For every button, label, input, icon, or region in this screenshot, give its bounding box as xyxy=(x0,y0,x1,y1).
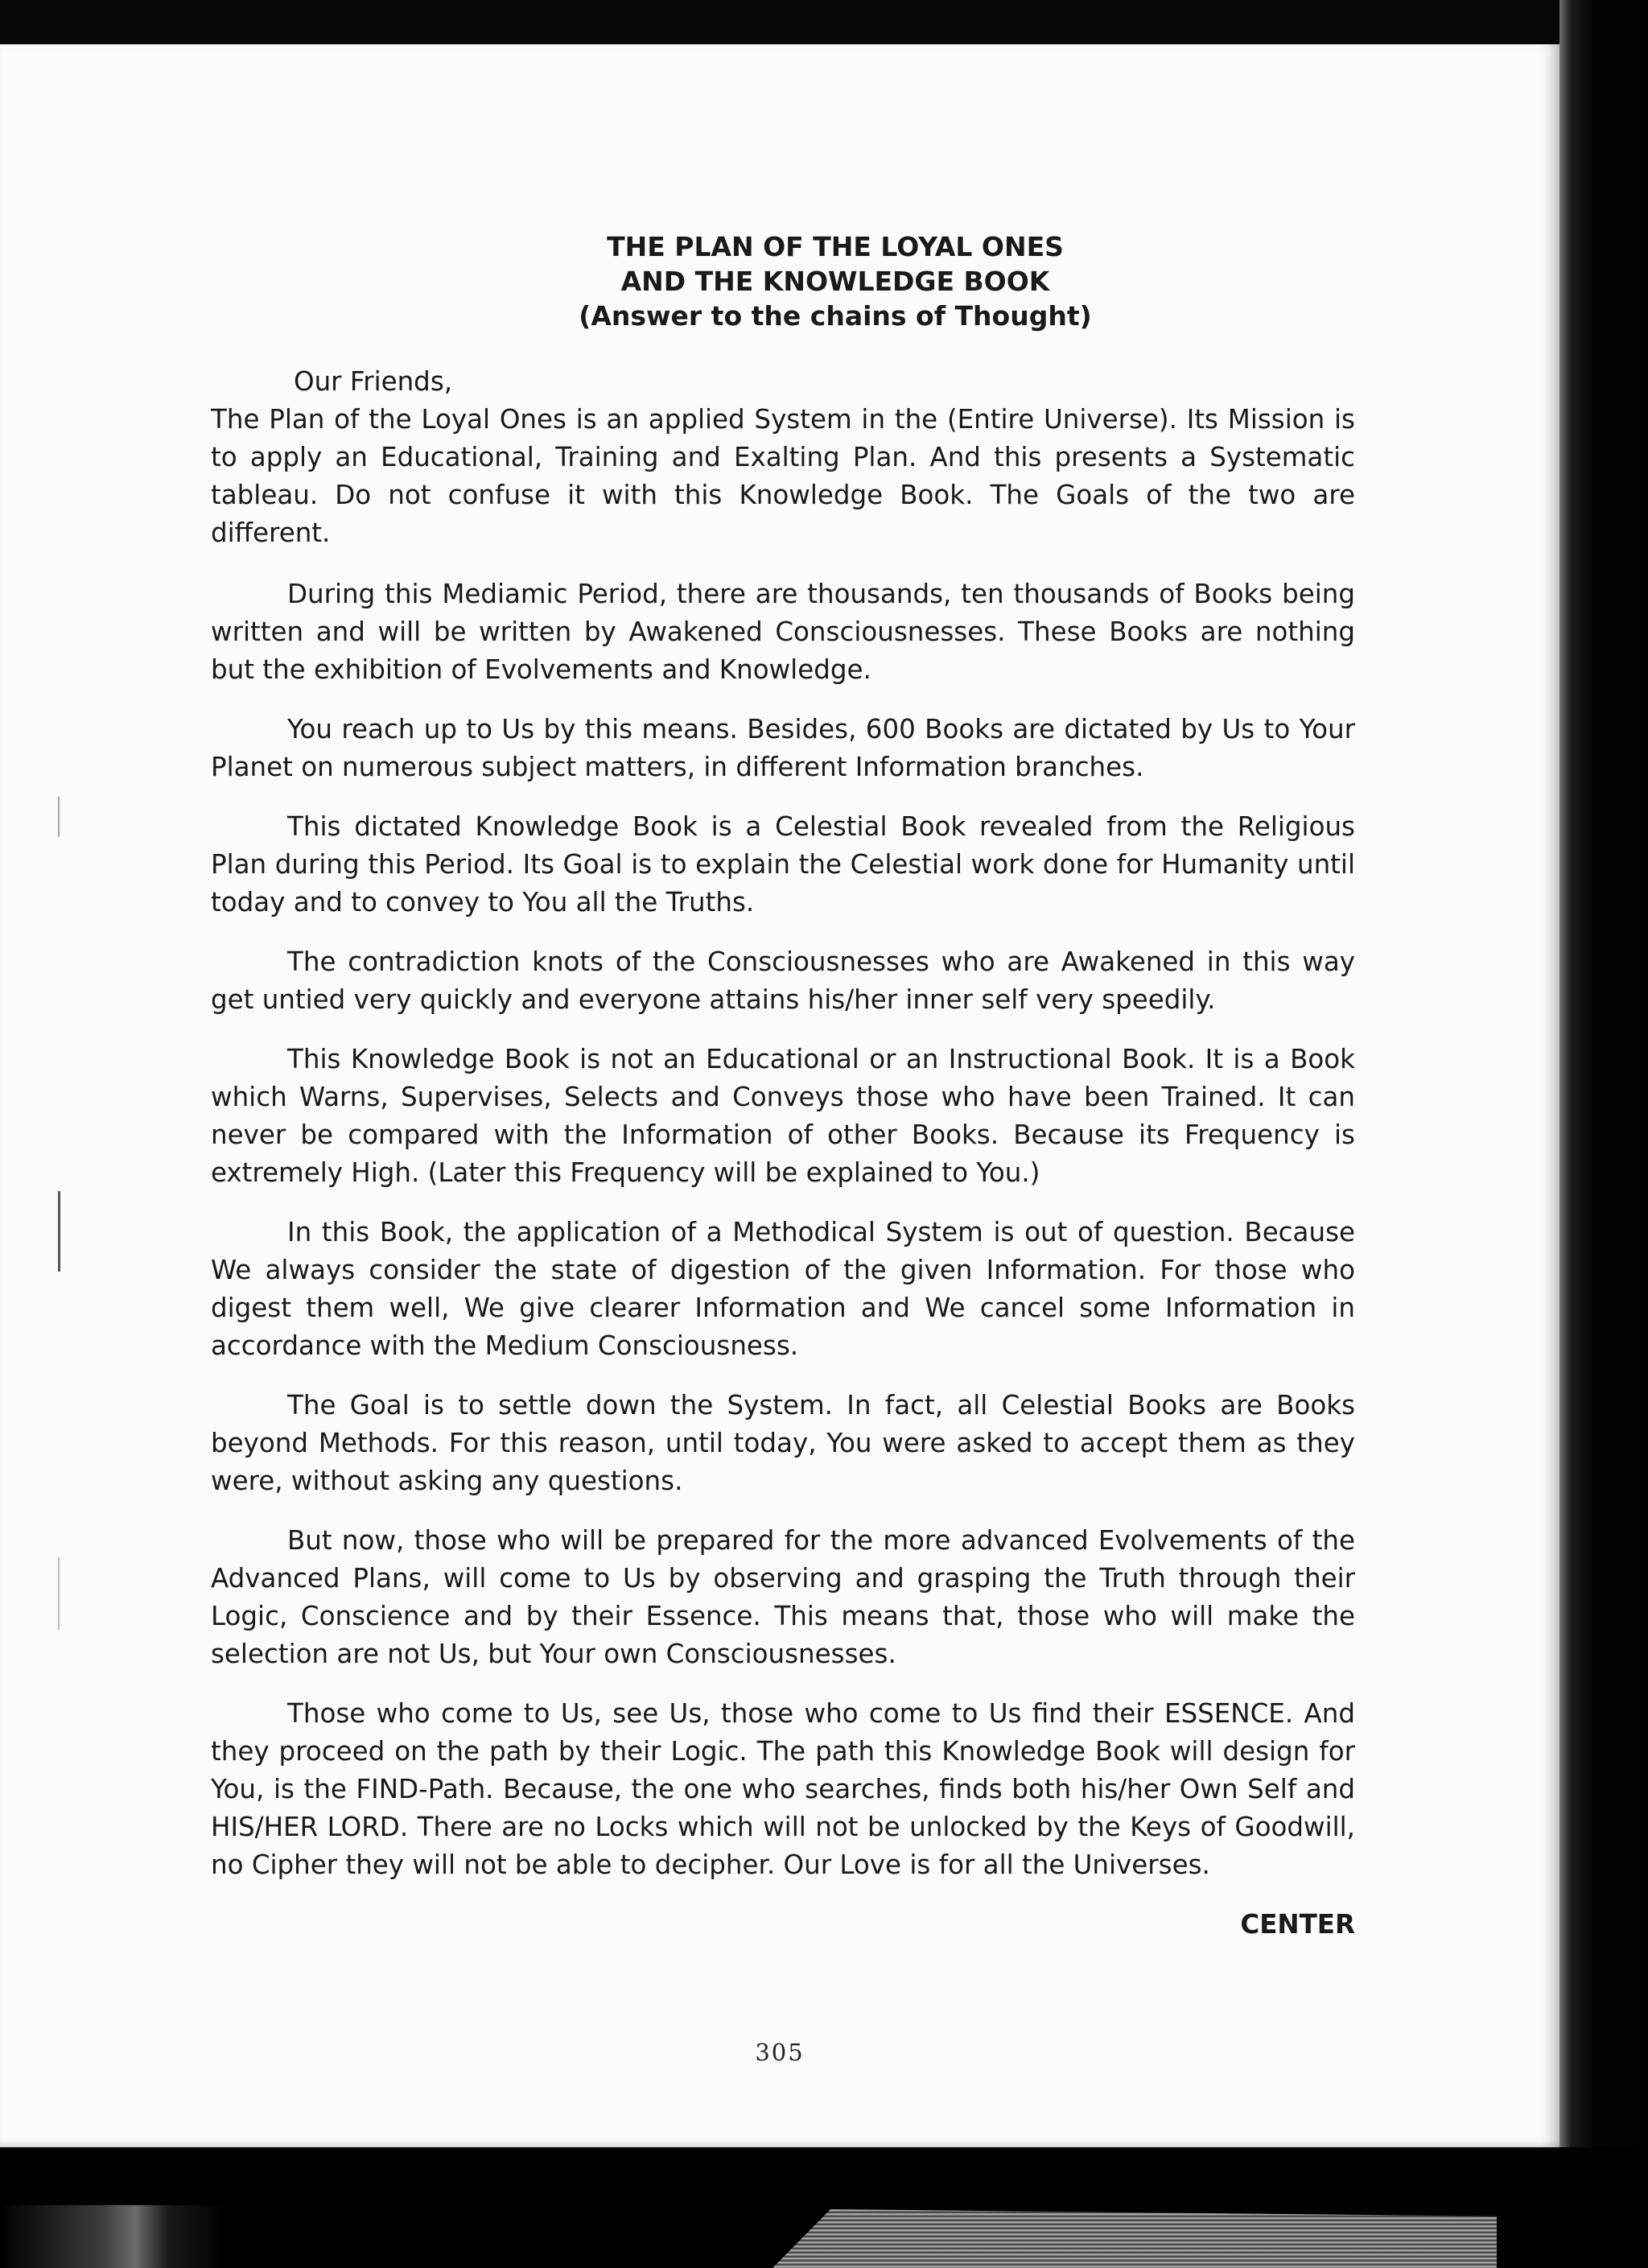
paragraph: The contradiction knots of the Consciousnesses who are Awakened in this way get untied very quickly and everyone attains his/her inner self very speedily. xyxy=(211,946,1355,1015)
page-title xyxy=(211,229,1355,333)
title-line-2: AND THE KNOWLEDGE BOOK xyxy=(620,266,1050,297)
page-number: 305 xyxy=(755,2039,805,2066)
paragraph: In this Book, the application of a Methodical System is out of question. Because We always consider the state of digestion of the given Information. For those who digest them well, We give clearer Information and We cancel some Information in accordance with the Medium Consciousness. xyxy=(211,1217,1355,1361)
paragraph: This dictated Knowledge Book is a Celestial Book revealed from the Religious Plan during this Period. Its Goal is to explain the Celestial work done for Humanity until today and to convey to You all the Truths. xyxy=(211,811,1355,918)
paragraph: Those who come to Us, see Us, those who come to Us find their ESSENCE. And they proceed on the path by their Logic. The path this Knowledge Book will design for You, is the FIND-Path. Because, the one who searches, finds both his/her Own Self and HIS/HER LORD. There are no Locks which will not be unlocked by the Keys of Goodwill, no Cipher they will not be able to decipher. Our Love is for all the Universes. xyxy=(211,1698,1355,1880)
title-line-3: (Answer to the chains of Thought) xyxy=(579,300,1092,332)
paragraph: The Plan of the Loyal Ones is an applied System in the (Entire Universe). Its Mission is to apply an Educational, Training and Exalting Plan. And this presents a Systematic tableau. Do not confuse it with this Knowledge Book. The Goals of the two are different. xyxy=(211,404,1355,548)
scan-border-right xyxy=(1559,0,1648,2268)
title-line-1: THE PLAN OF THE LOYAL ONES xyxy=(607,231,1064,262)
book-page xyxy=(0,44,1559,2147)
page-content xyxy=(211,229,1355,1944)
paragraph: The Goal is to settle down the System. In fact, all Celestial Books are Books beyond Methods. For this reason, until today, You were asked to accept them as they were, without asking any questions. xyxy=(211,1390,1355,1496)
paragraph: During this Mediamic Period, there are thousands, ten thousands of Books being written and will be written by Awakened Consciousnesses. These Books are nothing but the exhibition of Evolvements and Knowledge. xyxy=(211,579,1355,685)
scan-artifact xyxy=(772,2209,1497,2268)
salutation: Our Friends, xyxy=(294,366,453,397)
paragraph: You reach up to Us by this means. Besides, 600 Books are dictated by Us to Your Planet on numerous subject matters, in different Information branches. xyxy=(211,714,1355,782)
scan-border-top xyxy=(0,0,1648,44)
signature: CENTER xyxy=(1240,1909,1355,1940)
margin-mark xyxy=(58,1557,60,1630)
scan-artifact xyxy=(0,2205,225,2268)
margin-mark xyxy=(58,1191,60,1272)
margin-mark xyxy=(58,797,60,837)
paragraph: But now, those who will be prepared for the more advanced Evolvements of the Advanced Plans, will come to Us by observing and grasping the Truth through their Logic, Conscience and by their Essence. This means that, those who will make the selection are not Us, but Your own Consciousnesses. xyxy=(211,1525,1355,1669)
paragraph: This Knowledge Book is not an Educational or an Instructional Book. It is a Book which Warns, Supervises, Selects and Conveys those who have been Trained. It can never be compared with the Information of other Books. Because its Frequency is extremely High. (Later this Frequency will be explained to You.) xyxy=(211,1044,1355,1188)
